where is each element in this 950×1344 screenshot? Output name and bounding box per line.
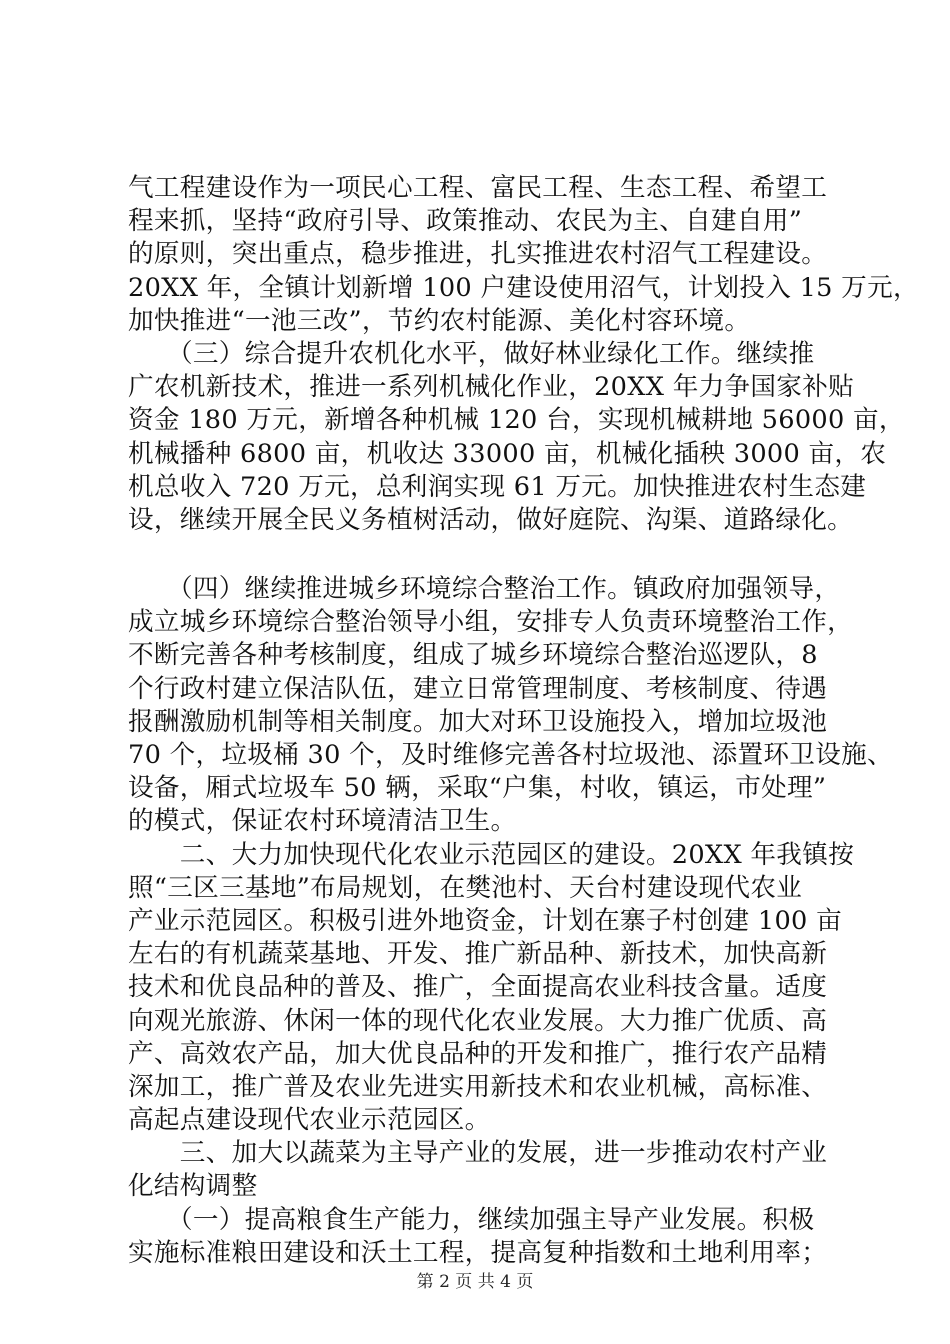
text-line: 实施标准粮田建设和沃土工程，提高复种指数和土地利用率；	[128, 1237, 828, 1268]
text-line: 的模式，保证农村环境清洁卫生。	[128, 806, 517, 837]
text-line: 照“三区三基地”布局规划，在樊池村、天台村建设现代农业	[128, 872, 803, 903]
text-line: 报酬激励机制等相关制度。加大对环卫设施投入，增加垃圾池	[128, 706, 828, 737]
text-line: 气工程建设作为一项民心工程、富民工程、生态工程、希望工	[128, 173, 828, 203]
text-line: 机总收入 720 万元，总利润实现 61 万元。加快推进农村生态建	[128, 471, 867, 502]
text-line: 向观光旅游、休闲一体的现代化农业发展。大力推广优质、高	[128, 1005, 828, 1036]
text-line: 机械播种 6800 亩，机收达 33000 亩，机械化插秧 3000 亩，农	[128, 438, 887, 469]
text-block-1	[128, 172, 919, 537]
text-line: 高起点建设现代农业示范园区。	[128, 1105, 491, 1136]
text-block-2	[128, 573, 893, 1270]
text-line: 三、加大以蔬菜为主导产业的发展，进一步推动农村产业	[128, 1138, 828, 1169]
text-line: （四）继续推进城乡环境综合整治工作。镇政府加强领导，	[128, 574, 841, 605]
text-line: 的原则，突出重点，稳步推进，扎实推进农村沼气工程建设。	[128, 239, 828, 270]
text-line: 个行政村建立保洁队伍，建立日常管理制度、考核制度、待遇	[128, 673, 828, 704]
text-line: 不断完善各种考核制度，组成了城乡环境综合整治巡逻队，8	[128, 640, 818, 671]
text-line: 70 个，垃圾桶 30 个，及时维修完善各村垃圾池、添置环卫设施、	[128, 740, 893, 770]
text-line: 资金 180 万元，新增各种机械 120 台，实现机械耕地 56000 亩，	[128, 405, 905, 436]
text-line: 广农机新技术，推进一系列机械化作业，20XX 年力争国家补贴	[128, 372, 854, 403]
text-line: （一）提高粮食生产能力，继续加强主导产业发展。积极	[128, 1204, 815, 1235]
text-line: 设，继续开展全民义务植树活动，做好庭院、沟渠、道路绿化。	[128, 504, 854, 535]
text-line: 技术和优良品种的普及、推广，全面提高农业科技含量。适度	[128, 972, 828, 1003]
text-line: 产业示范园区。积极引进外地资金，计划在寨子村创建 100 亩	[128, 905, 842, 936]
text-line: 程来抓，坚持“政府引导、政策推动、农民为主、自建自用”	[128, 206, 803, 237]
text-line: 20XX 年，全镇计划新增 100 户建设使用沼气，计划投入 15 万元，	[128, 272, 919, 303]
text-line: 化结构调整	[128, 1171, 258, 1202]
paragraph-gap	[128, 537, 828, 573]
text-line: 左右的有机蔬菜基地、开发、推广新品种、新技术，加快高新	[128, 939, 828, 970]
document-body	[128, 172, 919, 1270]
text-line: 加快推进“一池三改”，节约农村能源、美化村容环境。	[128, 305, 751, 336]
text-line: 设备，厢式垃圾车 50 辆，采取“户集，村收，镇运，市处理”	[128, 773, 827, 804]
page-number-label: 第 2 页 共 4 页	[416, 1272, 534, 1292]
text-line: 深加工，推广普及农业先进实用新技术和农业机械，高标准、	[128, 1071, 828, 1102]
text-line: 二、大力加快现代化农业示范园区的建设。20XX 年我镇按	[128, 839, 854, 870]
text-line: 产、高效农产品，加大优良品种的开发和推广，推行农产品精	[128, 1038, 828, 1069]
page-footer	[0, 1270, 950, 1294]
text-line: （三）综合提升农机化水平，做好林业绿化工作。继续推	[128, 338, 815, 369]
text-line: 成立城乡环境综合整治领导小组，安排专人负责环境整治工作，	[128, 607, 854, 638]
